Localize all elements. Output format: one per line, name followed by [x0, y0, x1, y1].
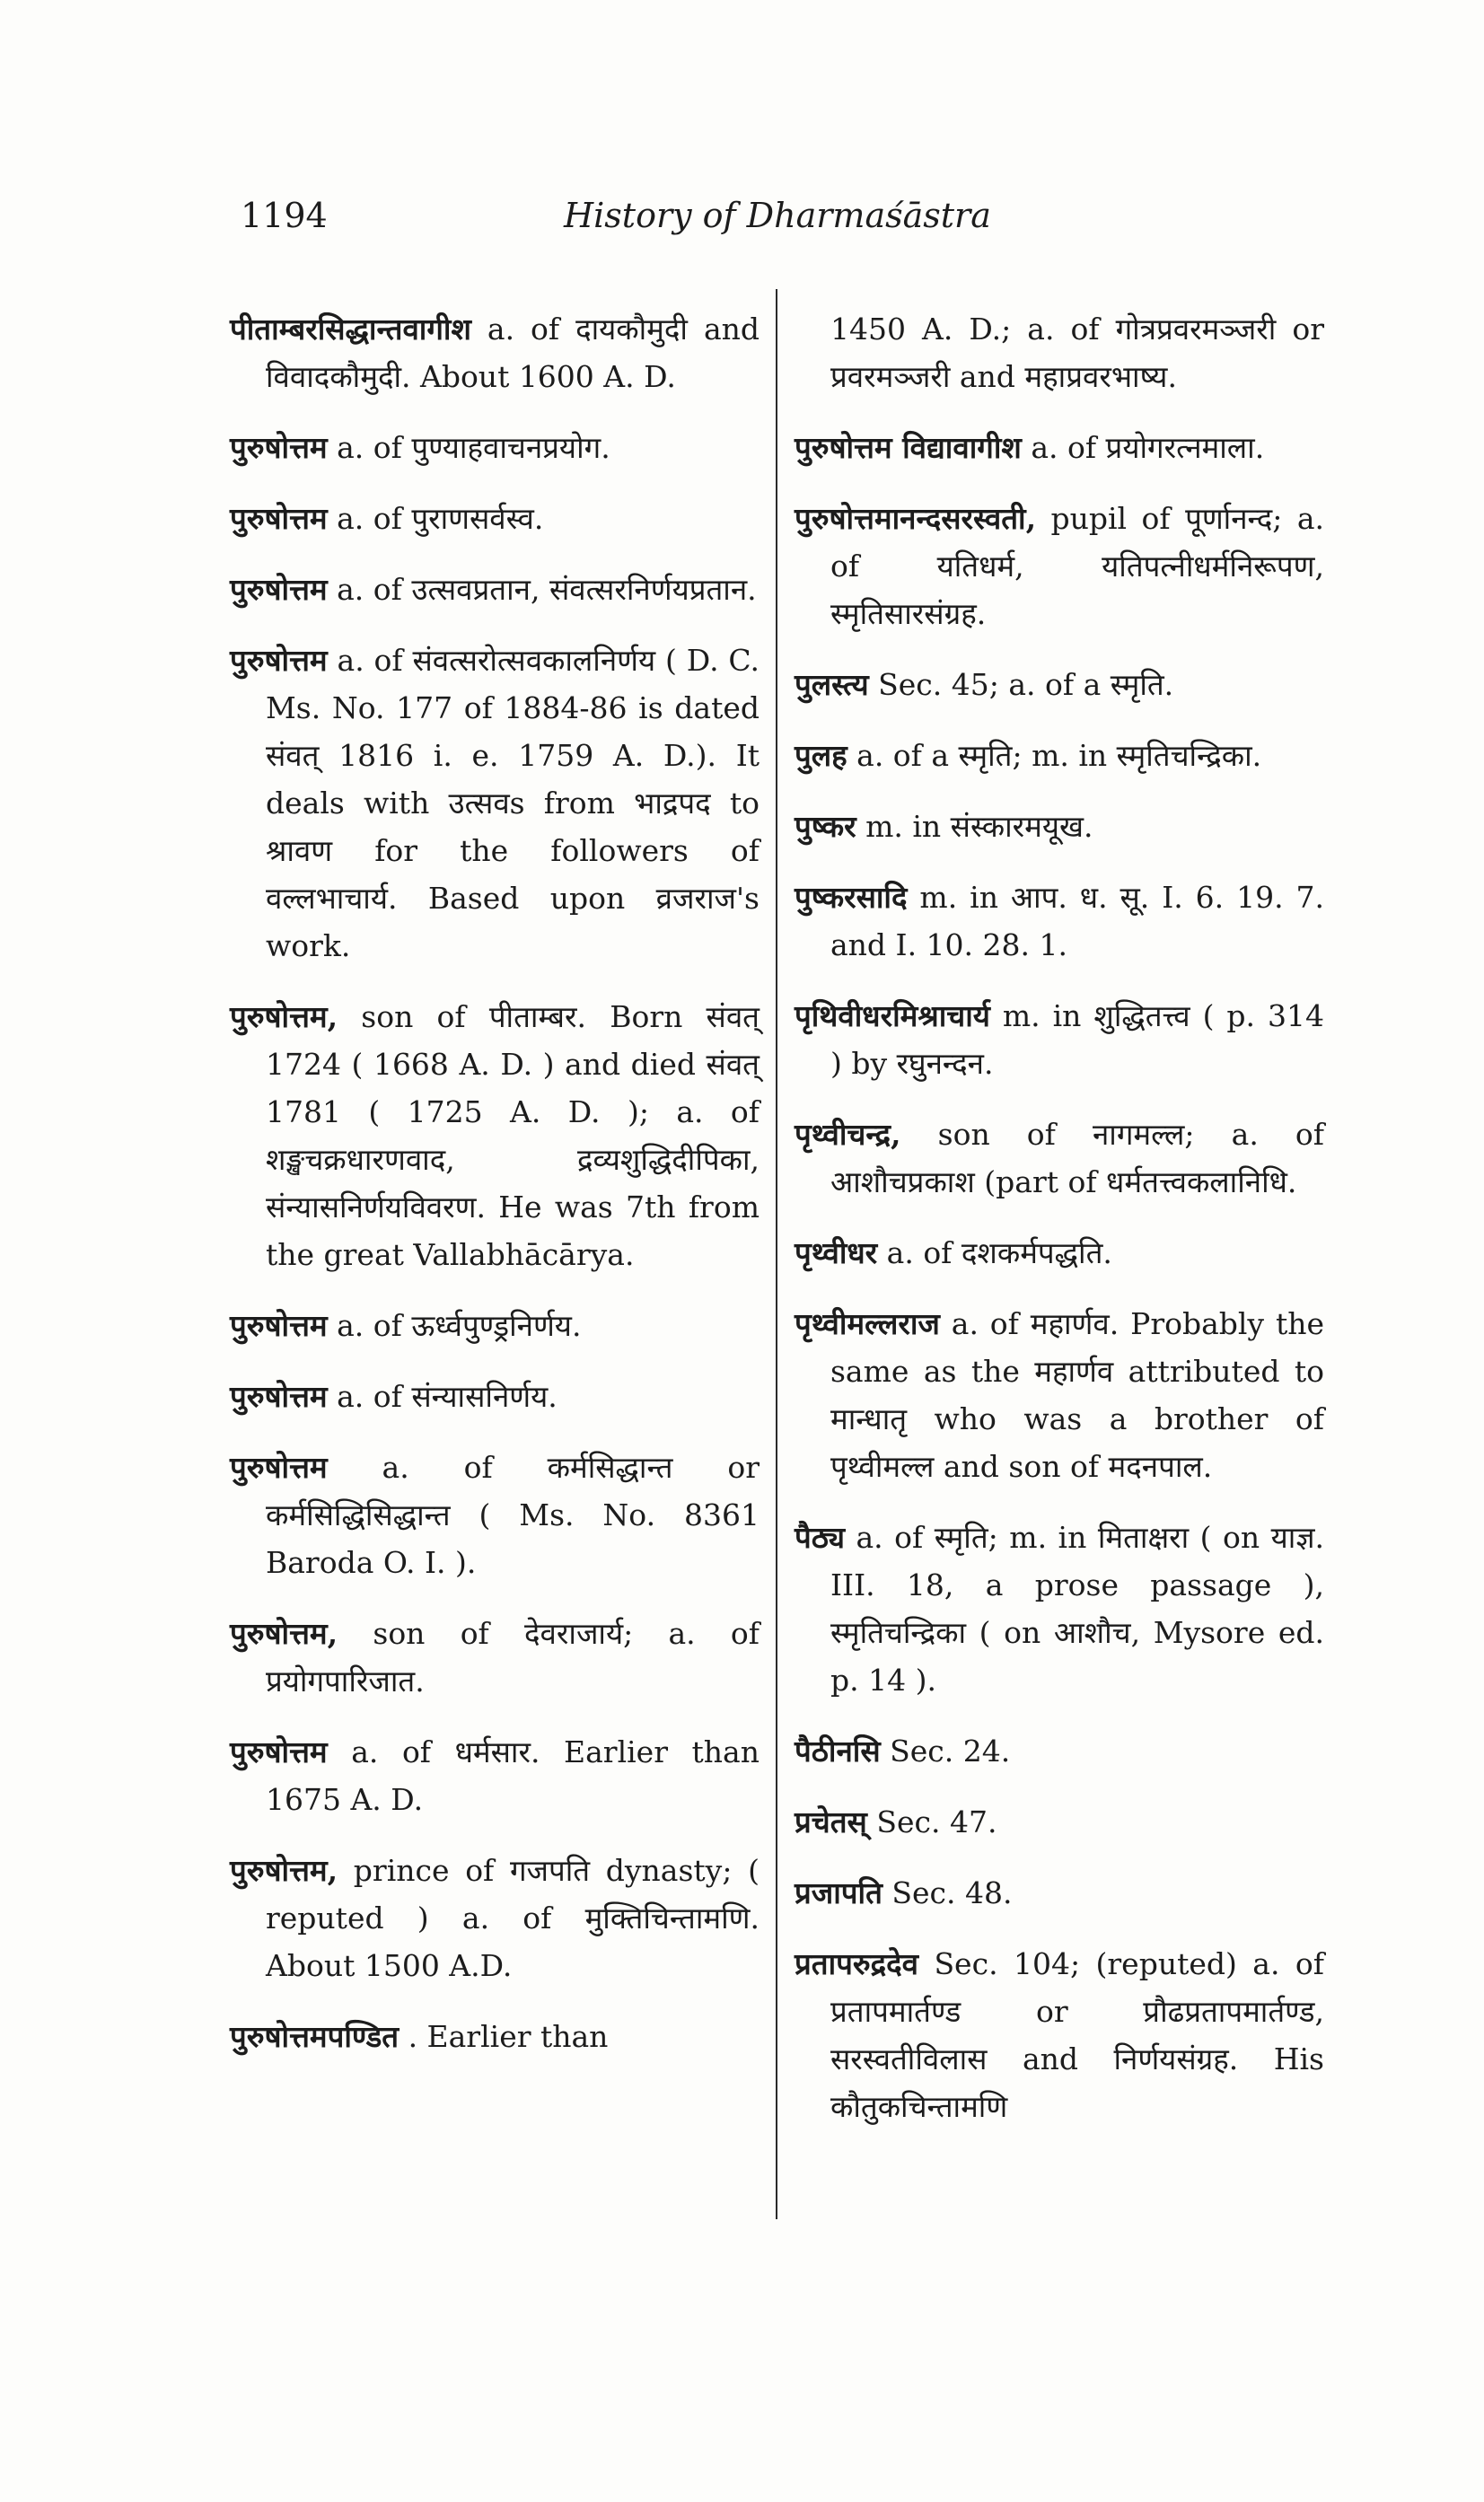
entry-text: a. of स्मृति; m. in मिताक्षरा ( on याज्ञ. III. 18, a prose passage ), स्मृतिचन्द्रिका ( on आशौच, Mysore ed. p. 14 ). [830, 1520, 1324, 1698]
list-item [230, 424, 760, 471]
list-item [230, 566, 760, 613]
list-item [795, 992, 1324, 1087]
entry-text: Sec. 48. [882, 1875, 1013, 1910]
entry-text: a. of पुराणसर्वस्व. [327, 501, 544, 536]
entry-text: a. of महार्णव. Probably the same as the महार्णव attributed to मान्धातृ who was a brother of पृथ्वीमल्ल and son of मदनपाल. [830, 1306, 1324, 1484]
list-item [230, 993, 760, 1278]
entry-headword: पुरुषोत्तम [230, 1450, 328, 1485]
list-item [230, 1373, 760, 1420]
list-item [795, 874, 1324, 969]
entry-headword: पुरुषोत्तम, [230, 1853, 338, 1888]
entry-headword: प्रजापति [795, 1875, 882, 1910]
list-item [795, 1869, 1324, 1917]
entry-text: a. of ऊर्ध्वपुण्ड्रनिर्णय. [327, 1308, 582, 1343]
list-item [230, 636, 760, 970]
entry-headword: पुष्करसादि [795, 880, 908, 915]
entry-headword: पैठीनसि [795, 1734, 881, 1769]
entry-text: 1450 A. D.; a. of गोत्रप्रवरमञ्जरी or प्रवरमञ्जरी and महाप्रवरभाष्य. [830, 312, 1324, 394]
entry-text: son of नागमल्ल; a. of आशौचप्रकाश (part of धर्मतत्त्वकलानिधि. [830, 1117, 1324, 1199]
right-column [795, 305, 1324, 2130]
list-item [795, 1111, 1324, 1206]
page-number: 1194 [241, 196, 328, 235]
entry-headword: पुरुषोत्तमानन्दसरस्वती, [795, 501, 1037, 536]
entry-text: Sec. 24. [880, 1734, 1011, 1769]
entry-text: Sec. 104; (reputed) a. of प्रतापमार्तण्ड or प्रौढप्रतापमार्तण्ड, सरस्वतीविलास and निर्णयसंग्रह. His कौतुकचिन्तामणि [830, 1946, 1324, 2124]
list-item [230, 1847, 760, 1989]
entry-headword: पुष्कर [795, 809, 856, 844]
entry-headword: पैठ्य [795, 1520, 846, 1555]
entry-headword: पुरुषोत्तम [230, 501, 328, 536]
entry-text: m. in शुद्धितत्त्व ( p. 314 ) by रघुनन्दन. [830, 998, 1324, 1081]
entry-text: a. of संन्यासनिर्णय. [327, 1379, 558, 1414]
entry-headword: पुरुषोत्तम, [230, 1616, 338, 1651]
entry-text: a. of प्रयोगरत्नमाला. [1021, 430, 1265, 465]
entry-text: a. of उत्सवप्रतान, संवत्सरनिर्णयप्रतान. [327, 572, 757, 607]
entry-text: prince of गजपति dynasty; ( reputed ) a. of मुक्तिचिन्तामणि. About 1500 A.D. [266, 1853, 760, 1983]
entry-headword: पुरुषोत्तम [230, 1379, 328, 1414]
entry-text: a. of कर्मसिद्धान्त or कर्मसिद्धिसिद्धान्त ( Ms. No. 8361 Baroda O. I. ). [266, 1450, 760, 1580]
list-item [230, 2013, 760, 2060]
entry-headword: पृथ्वीधर [795, 1235, 878, 1270]
entry-headword: प्रतापरुद्रदेव [795, 1946, 919, 1981]
entry-headword: प्रचेतस् [795, 1804, 867, 1839]
list-item [795, 803, 1324, 850]
page-header [241, 196, 1210, 250]
running-title: History of Dharmaśāstra [564, 196, 991, 235]
list-item [795, 1300, 1324, 1490]
entry-text: . Earlier than [399, 2019, 609, 2054]
entry-text: a. of a स्मृति; m. in स्मृतिचन्द्रिका. [847, 738, 1262, 773]
left-column [230, 305, 760, 2060]
entry-headword: पृथिवीधरमिश्राचार्य [795, 998, 990, 1033]
list-item [795, 732, 1324, 779]
entry-text: a. of धर्मसार. Earlier than 1675 A. D. [266, 1734, 760, 1817]
entry-headword: पुरुषोत्तम [230, 643, 328, 678]
list-item [795, 1940, 1324, 2130]
entry-text: m. in आप. ध. सू. I. 6. 19. 7. and I. 10. 28. 1. [830, 880, 1324, 962]
entry-headword: पुरुषोत्तमपण्डित [230, 2019, 400, 2054]
entry-headword: पृथ्वीचन्द्र, [795, 1117, 901, 1152]
list-item [230, 1728, 760, 1823]
entry-headword: पुरुषोत्तम [230, 572, 328, 607]
entry-headword: पृथ्वीमल्लराज [795, 1306, 940, 1341]
list-item [230, 495, 760, 542]
entry-text: Sec. 47. [866, 1804, 997, 1839]
list-item [795, 305, 1324, 400]
entry-headword: पुरुषोत्तम विद्यावागीश [795, 430, 1022, 465]
entry-text: son of पीताम्बर. Born संवत् 1724 ( 1668 A. D. ) and died संवत् 1781 ( 1725 A. D. ); a. of शङ्खचक्रधारणवाद, द्रव्यशुद्धिदीपिका, संन्यासनिर्णयविवरण. He was 7th from the great Vallabhācārya. [266, 999, 760, 1272]
list-item [795, 1798, 1324, 1846]
list-item [795, 1727, 1324, 1775]
entry-text: a. of दायकौमुदी and विवादकौमुदी. About 1600 A. D. [266, 312, 760, 394]
column-divider [776, 289, 777, 2219]
entry-text: a. of संवत्सरोत्सवकालनिर्णय ( D. C. Ms. No. 177 of 1884-86 is dated संवत् 1816 i. e. 1759 A. D.). It deals with उत्सवs from भाद्रपद to श्रावण for the followers of वल्लभाचार्य. Based upon व्रजराज's work. [266, 643, 760, 963]
entry-headword: पुलस्त्य [795, 667, 869, 702]
list-item [230, 1610, 760, 1705]
entry-text: Sec. 45; a. of a स्मृति. [868, 667, 1174, 702]
entry-text: a. of दशकर्मपद्धति. [877, 1235, 1112, 1270]
entry-text: pupil of पूर्णानन्द; a. of यतिधर्म, यतिपत्नीधर्मनिरूपण, स्मृतिसारसंग्रह. [830, 501, 1324, 631]
entry-headword: पुरुषोत्तम [230, 1308, 328, 1343]
entry-headword: पीताम्बरसिद्धान्तवागीश [230, 312, 471, 347]
list-item [230, 305, 760, 400]
list-item [795, 1229, 1324, 1277]
entry-headword: पुरुषोत्तम [230, 430, 328, 465]
entry-headword: पुरुषोत्तम, [230, 999, 338, 1034]
list-item [795, 495, 1324, 637]
entry-text: m. in संस्कारमयूख. [856, 809, 1093, 844]
list-item [795, 1514, 1324, 1704]
list-item [230, 1444, 760, 1586]
list-item [795, 661, 1324, 708]
entry-headword: पुरुषोत्तम [230, 1734, 328, 1769]
entry-text: son of देवराजार्य; a. of प्रयोगपारिजात. [266, 1616, 760, 1699]
list-item [795, 424, 1324, 471]
entry-text: a. of पुण्याहवाचनप्रयोग. [327, 430, 610, 465]
list-item [230, 1302, 760, 1349]
entry-headword: पुलह [795, 738, 847, 773]
